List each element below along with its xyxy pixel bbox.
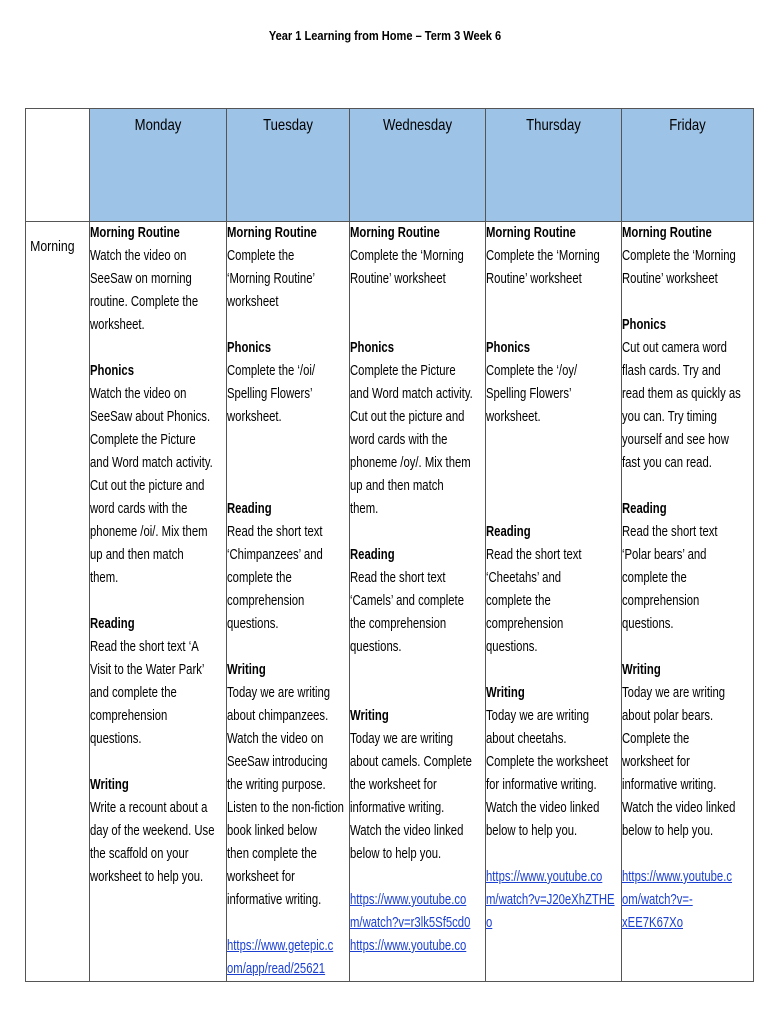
reading-section <box>622 498 753 636</box>
routine-line: Watch the video on <box>90 248 187 264</box>
phonics-heading: Phonics <box>350 340 394 356</box>
reading-line: complete the <box>227 570 292 586</box>
section-gap <box>90 590 226 613</box>
writing-line: below to help you. <box>622 823 714 839</box>
writing-line: Today we are writing <box>622 685 726 701</box>
section-gap <box>486 429 621 521</box>
writing-heading: Writing <box>622 662 661 678</box>
reading-line: Read the short text <box>486 547 582 563</box>
routine-line: worksheet. <box>90 317 145 333</box>
day-label: Monday <box>134 117 182 134</box>
reading-line: comprehension <box>486 616 564 632</box>
reading-line: and complete the <box>90 685 177 701</box>
writing-line: the writing purpose. <box>227 777 326 793</box>
writing-line: SeeSaw introducing <box>227 754 328 770</box>
writing-heading: Writing <box>227 662 266 678</box>
phonics-heading: Phonics <box>622 317 666 333</box>
writing-line: worksheet for <box>227 869 295 885</box>
video-link[interactable]: https://www.youtube.co <box>486 869 603 885</box>
writing-line: informative writing. <box>227 892 322 908</box>
routine-line: Routine’ worksheet <box>486 271 582 287</box>
writing-line: for informative writing. <box>486 777 597 793</box>
header-row <box>26 109 754 222</box>
routine-section <box>350 222 485 291</box>
day-label: Tuesday <box>263 117 313 134</box>
routine-line: ‘Morning Routine’ <box>227 271 316 287</box>
phonics-section <box>227 337 349 429</box>
writing-line: about chimpanzees. <box>227 708 329 724</box>
day-label: Thursday <box>526 117 581 134</box>
writing-line: informative writing. <box>350 800 445 816</box>
video-link[interactable]: om/watch?v=- <box>622 892 693 908</box>
writing-section <box>622 659 753 843</box>
reading-line: ‘Cheetahs’ and <box>486 570 562 586</box>
section-gap <box>227 912 349 935</box>
phonics-section <box>90 360 226 590</box>
video-link[interactable]: https://www.youtube.c <box>622 869 733 885</box>
phonics-line: Complete the ‘/oi/ <box>227 363 316 379</box>
phonics-line: worksheet. <box>227 409 282 425</box>
reading-line: ‘Camels’ and complete <box>350 593 464 609</box>
monday-cell <box>90 222 227 982</box>
routine-line: Complete the ‘Morning <box>486 248 600 264</box>
writing-line: Watch the video linked <box>486 800 600 816</box>
routine-heading: Morning Routine <box>486 225 576 241</box>
writing-line: then complete the <box>227 846 317 862</box>
reading-heading: Reading <box>486 524 531 540</box>
reading-line: complete the <box>486 593 551 609</box>
reading-line: questions. <box>486 639 538 655</box>
phonics-line: Cut out camera word <box>622 340 727 356</box>
video-link[interactable]: om/app/read/25621 <box>227 961 326 977</box>
section-gap <box>622 636 753 659</box>
writing-line: worksheet for <box>622 754 690 770</box>
reading-line: ‘Chimpanzees’ and <box>227 547 323 563</box>
section-gap <box>622 475 753 498</box>
routine-section <box>486 222 621 291</box>
day-header-friday <box>622 109 754 222</box>
period-cell <box>26 222 90 982</box>
writing-line: Today we are writing <box>486 708 590 724</box>
section-gap <box>90 337 226 360</box>
reading-line: questions. <box>622 616 674 632</box>
period-label: Morning <box>30 238 75 255</box>
video-link[interactable]: m/watch?v=J20eXhZTHEo <box>486 892 615 931</box>
page-title: Year 1 Learning from Home – Term 3 Week 6 <box>268 28 502 43</box>
reading-line: the comprehension <box>350 616 447 632</box>
reading-line: Read the short text ‘A <box>90 639 199 655</box>
phonics-line: Watch the video on <box>90 386 187 402</box>
day-header-monday <box>90 109 227 222</box>
writing-section <box>350 705 485 866</box>
day-label: Wednesday <box>382 117 453 134</box>
writing-line: worksheet to help you. <box>90 869 204 885</box>
weekly-plan-table <box>25 108 754 982</box>
section-gap <box>227 314 349 337</box>
writing-line: Complete the <box>622 731 690 747</box>
phonics-line: Complete the Picture <box>90 432 196 448</box>
day-header-wednesday <box>350 109 486 222</box>
routine-line: worksheet <box>227 294 279 310</box>
section-gap <box>227 429 349 498</box>
writing-line: informative writing. <box>622 777 717 793</box>
writing-section <box>486 682 621 843</box>
tuesday-cell <box>227 222 350 982</box>
phonics-line: and Word match activity. <box>90 455 213 471</box>
section-gap <box>227 636 349 659</box>
morning-row <box>26 222 754 982</box>
phonics-line: SeeSaw about Phonics. <box>90 409 211 425</box>
video-link[interactable]: m/watch?v=r3lk5Sf5cd0 <box>350 915 471 931</box>
reading-line: complete the <box>622 570 687 586</box>
writing-line: Watch the video linked <box>350 823 464 839</box>
phonics-line: them. <box>350 501 379 517</box>
routine-line: Complete the <box>227 248 295 264</box>
reading-section <box>90 613 226 751</box>
reading-section <box>486 521 621 659</box>
routine-line: Complete the ‘Morning <box>622 248 736 264</box>
reading-line: Read the short text <box>622 524 718 540</box>
day-header-thursday <box>486 109 622 222</box>
section-gap <box>350 866 485 889</box>
phonics-line: Spelling Flowers’ <box>486 386 572 402</box>
reading-heading: Reading <box>622 501 667 517</box>
writing-line: about polar bears. <box>622 708 714 724</box>
phonics-line: Cut out the picture and <box>350 409 465 425</box>
phonics-line: phoneme /oi/. Mix them <box>90 524 208 540</box>
writing-heading: Writing <box>486 685 525 701</box>
writing-section <box>227 659 349 912</box>
writing-line: Listen to the non-fiction <box>227 800 344 816</box>
phonics-line: word cards with the <box>90 501 188 517</box>
reading-section <box>350 544 485 659</box>
writing-line: Complete the worksheet <box>486 754 608 770</box>
phonics-line: worksheet. <box>486 409 541 425</box>
phonics-line: up and then match <box>90 547 184 563</box>
routine-section <box>622 222 753 291</box>
reading-line: ‘Polar bears’ and <box>622 547 707 563</box>
routine-section <box>90 222 226 337</box>
phonics-section <box>622 314 753 475</box>
section-gap <box>486 659 621 682</box>
friday-cell <box>622 222 754 982</box>
writing-section <box>90 774 226 889</box>
reading-line: Read the short text <box>350 570 446 586</box>
writing-heading: Writing <box>350 708 389 724</box>
reading-heading: Reading <box>90 616 135 632</box>
routine-heading: Morning Routine <box>350 225 440 241</box>
section-gap <box>622 291 753 314</box>
corner-cell <box>26 109 90 222</box>
writing-line: Today we are writing <box>350 731 454 747</box>
phonics-line: word cards with the <box>350 432 448 448</box>
section-gap <box>622 843 753 866</box>
phonics-heading: Phonics <box>227 340 271 356</box>
routine-line: Routine’ worksheet <box>350 271 446 287</box>
routine-line: Routine’ worksheet <box>622 271 718 287</box>
video-link[interactable]: https://www.youtube.co <box>350 892 467 908</box>
section-gap <box>350 291 485 337</box>
section-gap <box>350 659 485 705</box>
routine-heading: Morning Routine <box>622 225 712 241</box>
day-header-tuesday <box>227 109 350 222</box>
phonics-line: Complete the ‘/oy/ <box>486 363 578 379</box>
phonics-line: Spelling Flowers’ <box>227 386 313 402</box>
writing-line: day of the weekend. Use <box>90 823 215 839</box>
routine-heading: Morning Routine <box>90 225 180 241</box>
phonics-line: flash cards. Try and <box>622 363 721 379</box>
phonics-line: Cut out the picture and <box>90 478 205 494</box>
writing-line: Watch the video on <box>227 731 324 747</box>
section-gap <box>486 291 621 337</box>
reading-line: questions. <box>350 639 402 655</box>
reading-heading: Reading <box>227 501 272 517</box>
writing-line: the scaffold on your <box>90 846 189 862</box>
writing-line: Write a recount about a <box>90 800 208 816</box>
writing-line: below to help you. <box>486 823 578 839</box>
reading-line: questions. <box>90 731 142 747</box>
phonics-line: fast you can read. <box>622 455 712 471</box>
section-gap <box>90 751 226 774</box>
writing-line: about cheetahs. <box>486 731 567 747</box>
phonics-line: read them as quickly as <box>622 386 741 402</box>
reading-line: comprehension <box>227 593 305 609</box>
reading-line: Visit to the Water Park’ <box>90 662 205 678</box>
phonics-heading: Phonics <box>90 363 134 379</box>
writing-line: below to help you. <box>350 846 442 862</box>
thursday-cell <box>486 222 622 982</box>
routine-heading: Morning Routine <box>227 225 317 241</box>
video-link[interactable]: xEE7K67Xo <box>622 915 683 931</box>
wednesday-cell <box>350 222 486 982</box>
routine-section <box>227 222 349 314</box>
writing-line: the worksheet for <box>350 777 437 793</box>
phonics-line: up and then match <box>350 478 444 494</box>
reading-line: comprehension <box>90 708 168 724</box>
phonics-line: them. <box>90 570 119 586</box>
phonics-line: yourself and see how <box>622 432 729 448</box>
reading-line: comprehension <box>622 593 700 609</box>
phonics-section <box>350 337 485 521</box>
phonics-line: and Word match activity. <box>350 386 473 402</box>
reading-line: Read the short text <box>227 524 323 540</box>
writing-heading: Writing <box>90 777 129 793</box>
writing-line: Watch the video linked <box>622 800 736 816</box>
reading-line: questions. <box>227 616 279 632</box>
phonics-line: phoneme /oy/. Mix them <box>350 455 471 471</box>
phonics-line: you can. Try timing <box>622 409 717 425</box>
reading-section <box>227 498 349 636</box>
routine-line: routine. Complete the <box>90 294 199 310</box>
phonics-heading: Phonics <box>486 340 530 356</box>
routine-line: Complete the ‘Morning <box>350 248 464 264</box>
writing-line: about camels. Complete <box>350 754 472 770</box>
phonics-line: Complete the Picture <box>350 363 456 379</box>
routine-line: SeeSaw on morning <box>90 271 192 287</box>
section-gap <box>350 521 485 544</box>
day-label: Friday <box>669 117 706 134</box>
phonics-section <box>486 337 621 429</box>
writing-line: book linked below <box>227 823 317 839</box>
reading-heading: Reading <box>350 547 395 563</box>
section-gap <box>486 843 621 866</box>
video-link[interactable]: https://www.getepic.c <box>227 938 334 954</box>
writing-line: Today we are writing <box>227 685 331 701</box>
video-link[interactable]: https://www.youtube.co <box>350 938 467 954</box>
